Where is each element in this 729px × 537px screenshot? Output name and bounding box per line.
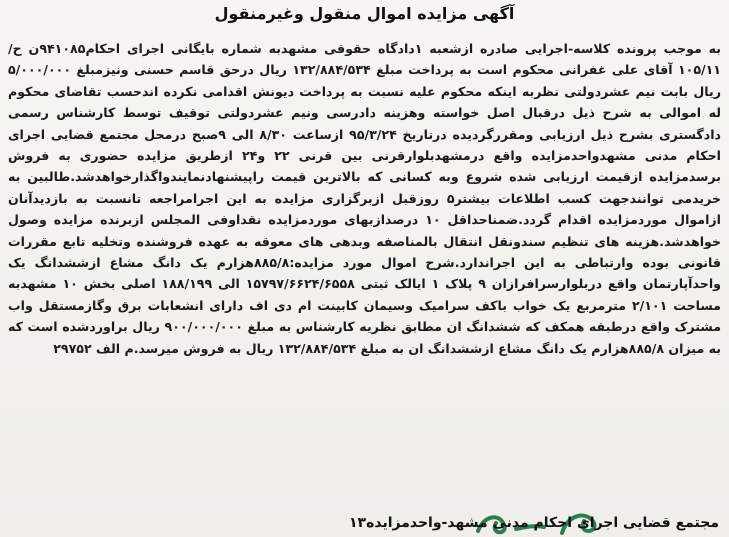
notice-footer: مجتمع قضایی اجرای احکام مدنی مشهد-واحدمزایده۱۳: [349, 515, 719, 531]
notice-body: به موجب پرونده کلاسه-اجرایی صادره ازشعبه ۱دادگاه حقوقی مشهدبه شماره بایگانی اجرای احکام۹۴۱۰۸۵ن ح/۱۰۵/۱۱ آقای علی غفرانی محکوم است به پرداخت مبلغ ۱۳۲/۸۸۴/۵۳۴ ریال درحق قاسم حسنی ونیزمبلغ ۵/۰۰۰/۰۰۰ ریال بابت نیم عشردولتی نظربه اینکه محکوم علیه نسبت به پرداخت دیونش اقدامی نکرده اندحسب تقاضای محکوم له اموالی به شرح ذیل درقبال اصل خواسته وهزینه دادرسی ونیم عشردولتی توقیف توسط کارشناس رسمی دادگستری بشرح ذیل ارزیابی ومقررگردیده درتاریخ ۹۵/۳/۲۴ ازساعت ۸/۳۰ الی ۹صبح درمحل مجتمع قضایی اجرای احکام مدنی مشهدواحدمزایده واقع درمشهدبلوارقرنی بین قرنی ۲۲ و۲۴ ازطریق مزایده حضوری به فروش برسدمزایده ازقیمت ارزیابی شده شروع وبه کسانی که بالاترین قیمت راپیشنهادنمایندواگذارخواهدشد.طالبین به خریدمی توانندجهت کسب اطلاعات بیشتر۵ روزقبل ازبرگزاری مزایده به این اجرامراجعه تانسبت به بازدیدآنان ازاموال موردمزایده اقدام گردد.ضمناحداقل ۱۰ درصدازبهای موردمزایده نقداوفی المجلس ازبرنده مزایده وصول خواهدشد.هزینه های تنظیم سندونقل انتقال بالمناصفه وبدهی های معوقه به عهده فروشنده وتخلیه تابع مقررات قانونی بوده وارتباطی به این اجراندارد.شرح اموال مورد مزایده:۸۸۵/۸هزارم یک دانگ مشاع ازششدانگ یک واحدآپارتمان واقع دربلوارسرافرازان ۹ پلاک ۱ ایالک ثبتی ۱۵۷۹۷/۶۶۲۴/۶۵۵۸ الی ۱۸۸/۱۹۹ اصلی بخش ۱۰ مشهدبه مساحت ۲/۱۰۱ مترمربع یک خواب باکف سرامیک وسیمان کابینت ام دی اف دارای انشعابات برق وگازمستقل واب مشترک واقع درطبقه همکف که ششدانگ ان مطابق نظریه کارشناس به مبلغ ۹۰۰/۰۰۰/۰۰۰ ریال براوردشده است که به میزان ۸۸۵/۸هزارم یک دانگ مشاع ازششدانگ ان به مبلغ ۱۳۲/۸۸۴/۵۳۴ ریال به فروش میرسد.م الف ۲۹۷۵۲: [8, 41, 722, 356]
notice-title: آگهی مزایده اموال منقول وغیرمنقول: [214, 4, 515, 23]
